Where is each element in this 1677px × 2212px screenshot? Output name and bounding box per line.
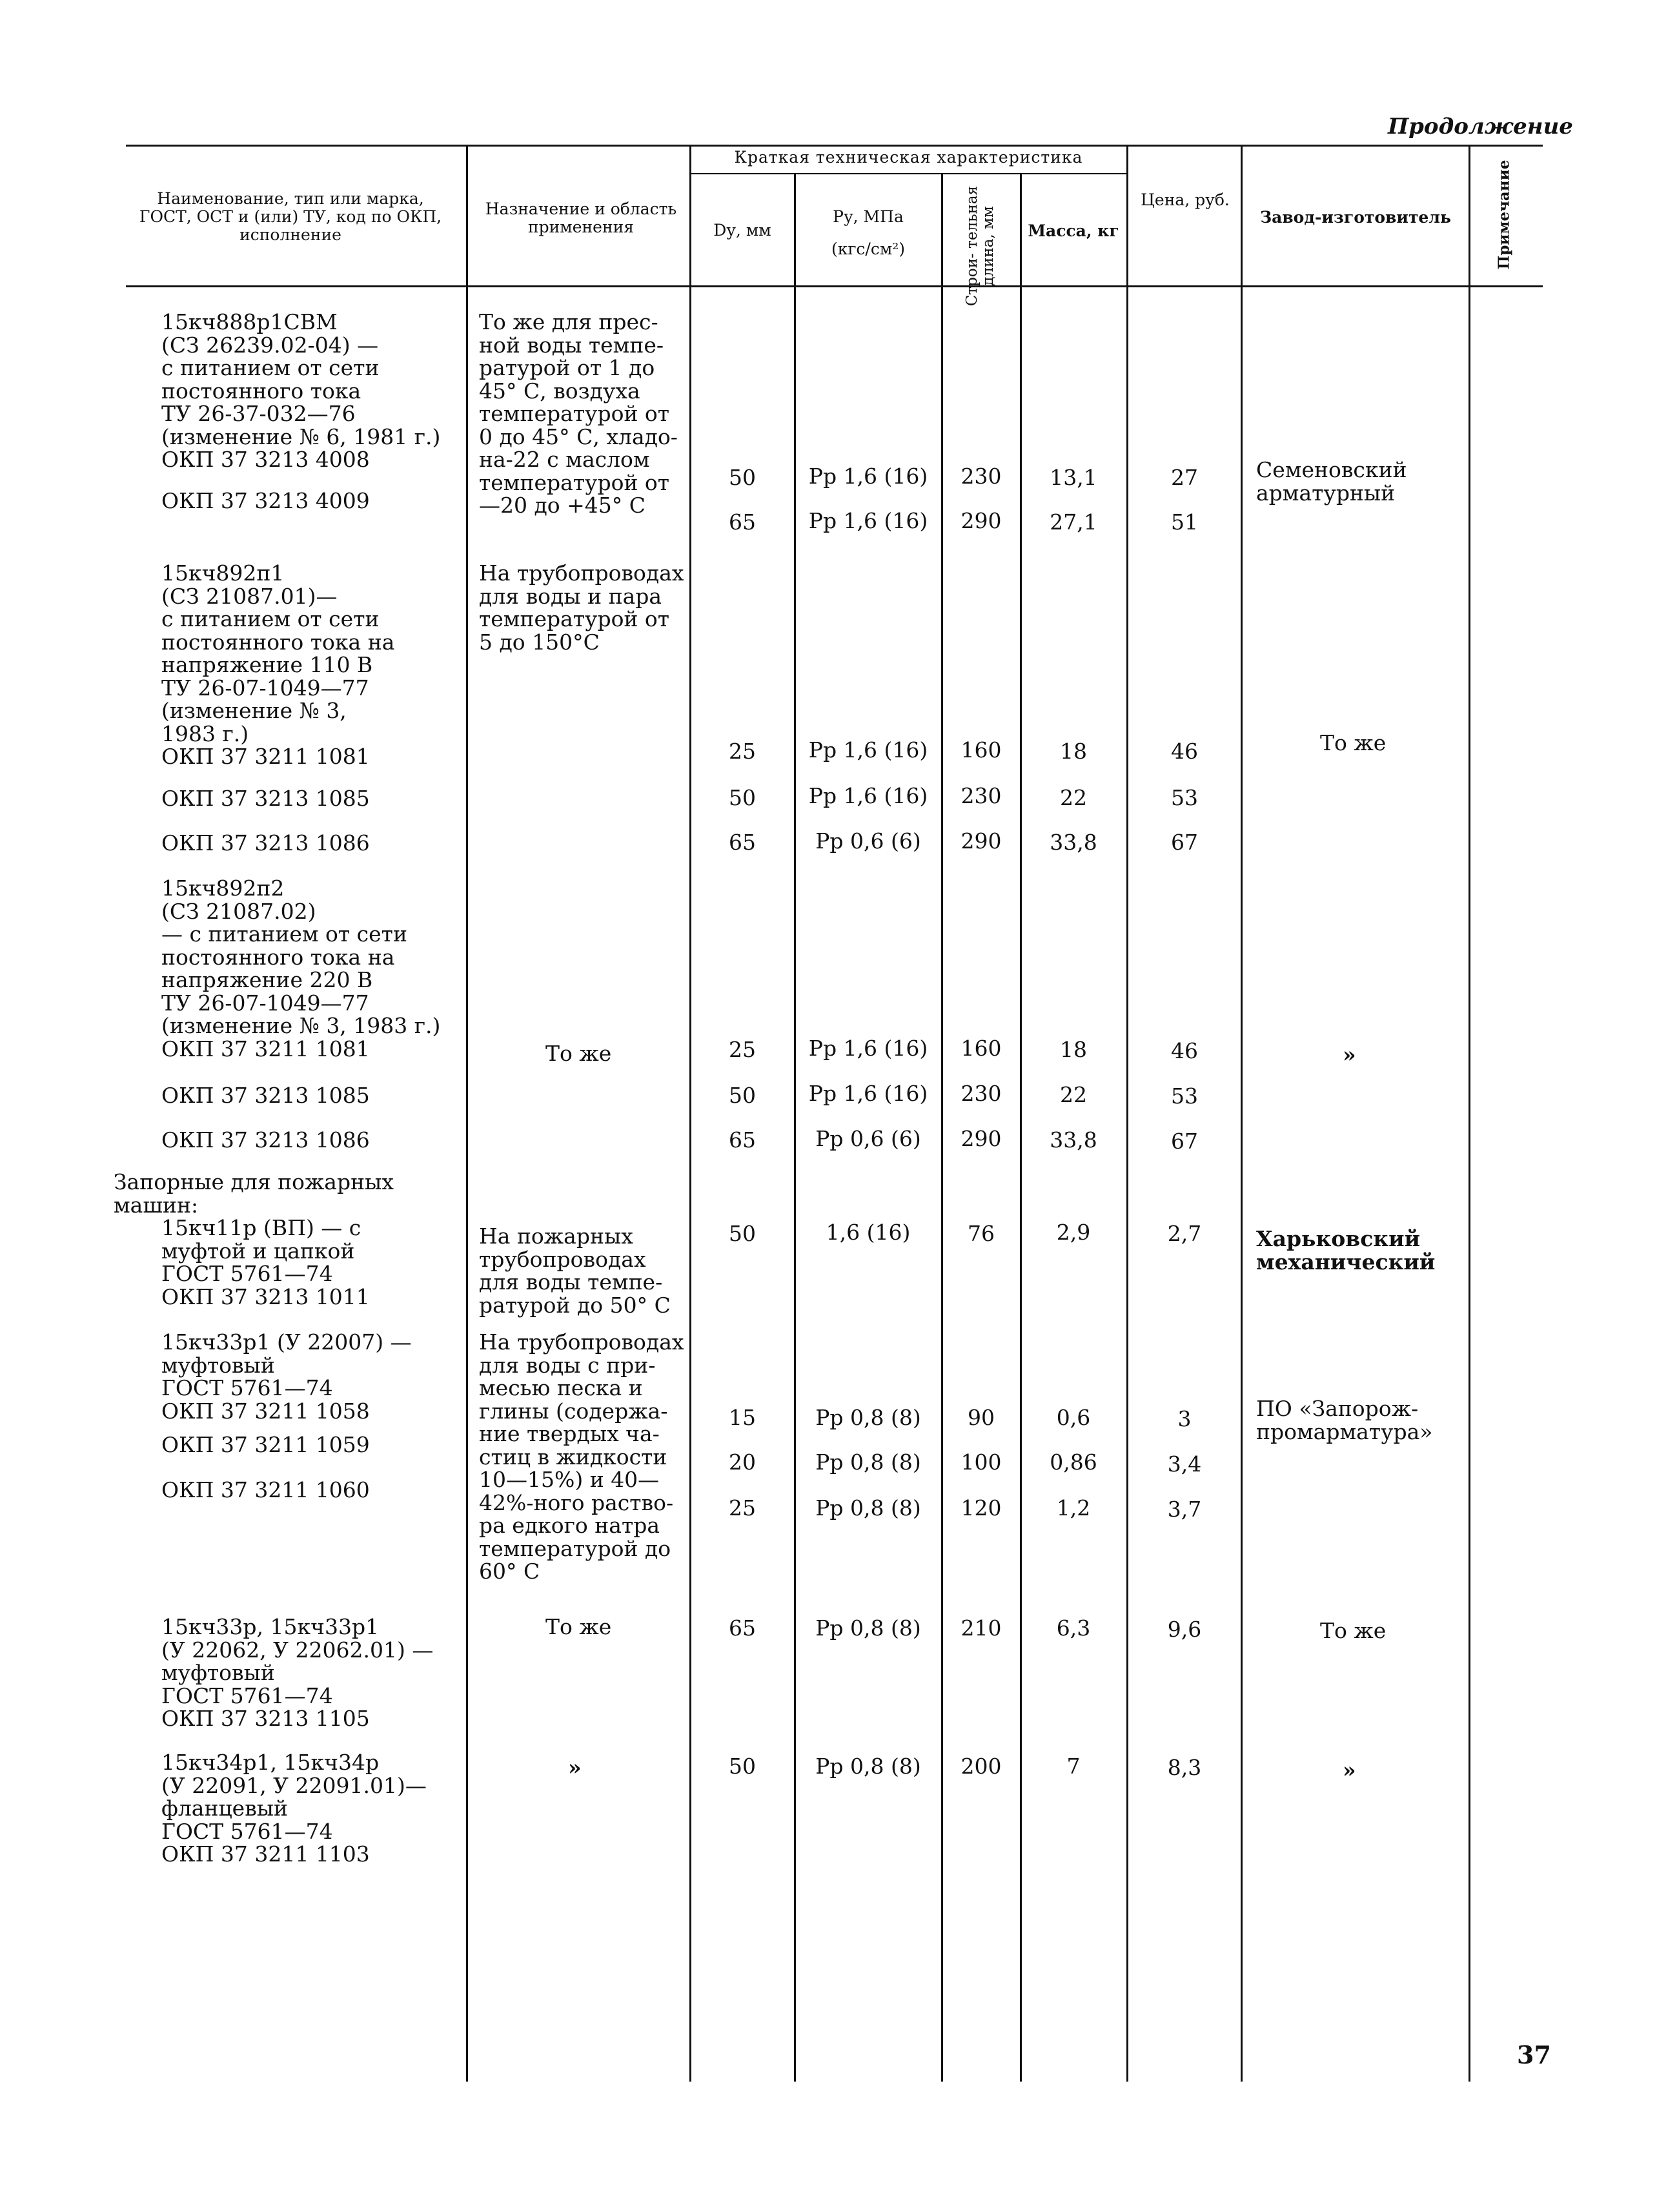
- v6-mass: 18: [1060, 1037, 1087, 1062]
- r1-name: 15кч888р1СВМ (СЗ 26239.02-04) — с питанием от сети постоянного тока ТУ 26-37-032—76 (изменение № 6, 1981 г.) ОКП 37 3213 4008: [161, 309, 441, 472]
- v7-mass: 22: [1060, 1082, 1087, 1107]
- r5-name3: ОКП 37 3211 1060: [161, 1477, 370, 1502]
- v11-py: Pр 0,8 (8): [815, 1449, 921, 1475]
- v8-dy: 65: [729, 1127, 756, 1152]
- v12-dy: 25: [729, 1495, 756, 1521]
- v3-length: 160: [960, 737, 1002, 763]
- page-number: 37: [1517, 2040, 1551, 2069]
- r7-factory: »: [1343, 1757, 1356, 1783]
- v14-price: 8,3: [1167, 1755, 1202, 1780]
- v11-mass: 0,86: [1050, 1449, 1097, 1475]
- col-line-2: [689, 145, 691, 2082]
- header-note: Примечание: [1495, 159, 1513, 270]
- v3-dy: 25: [729, 739, 756, 764]
- v1-mass: 13,1: [1050, 465, 1097, 490]
- col-line-5: [1020, 174, 1022, 2082]
- group-rule: [689, 173, 1126, 174]
- v8-length: 290: [960, 1126, 1002, 1151]
- continuation-label: Продолжение: [1388, 114, 1573, 139]
- v7-py: Pр 1,6 (16): [808, 1081, 928, 1106]
- r5-purpose: На трубопроводах для воды с при- месью песка и глины (содержа- ние твердых ча- стиц в жидкости 10—15%) и 40— 42%-ного раство- ра едкого натра температурой до 60° С: [479, 1329, 684, 1584]
- v5-price: 67: [1171, 830, 1198, 855]
- v12-mass: 1,2: [1056, 1495, 1091, 1521]
- col-line-7: [1241, 145, 1243, 2082]
- r2-name2: ОКП 37 3213 1085: [161, 786, 370, 811]
- r2-name3: ОКП 37 3213 1086: [161, 830, 370, 855]
- r2-name: 15кч892п1 (СЗ 21087.01)— с питанием от сети постоянного тока на напряжение 110 В ТУ 26-07-1049—77 (изменение № 3, 1983 г.) ОКП 37 3211 1081: [161, 560, 395, 769]
- v14-py: Pр 0,8 (8): [815, 1754, 921, 1779]
- v11-dy: 20: [729, 1449, 756, 1475]
- header-price: Цена, руб.: [1141, 190, 1230, 209]
- col-line-6: [1126, 145, 1128, 2082]
- v6-length: 160: [960, 1036, 1002, 1061]
- v2-price: 51: [1171, 509, 1198, 535]
- v3-price: 46: [1171, 739, 1198, 764]
- r5-factory: ПО «Запорож- промарматура»: [1256, 1396, 1433, 1444]
- v8-py: Pр 0,6 (6): [815, 1126, 921, 1151]
- r1-factory: Семеновский арматурный: [1256, 457, 1407, 506]
- col-line-8: [1469, 145, 1470, 2082]
- v4-length: 230: [960, 783, 1002, 808]
- v11-length: 100: [960, 1449, 1002, 1475]
- v13-dy: 65: [729, 1615, 756, 1641]
- r3-name3: ОКП 37 3213 1086: [161, 1127, 370, 1152]
- v6-py: Pр 1,6 (16): [808, 1036, 928, 1061]
- v1-price: 27: [1171, 465, 1198, 490]
- v13-py: Pр 0,8 (8): [815, 1615, 921, 1641]
- r4-group: Запорные для пожарных машин:: [114, 1169, 394, 1218]
- v14-length: 200: [960, 1754, 1002, 1779]
- v1-py: Pр 1,6 (16): [808, 464, 928, 489]
- r2-factory: То же: [1320, 730, 1387, 755]
- v12-py: Pр 0,8 (8): [815, 1495, 921, 1521]
- v4-py: Pр 1,6 (16): [808, 783, 928, 808]
- r6-purpose: То же: [545, 1614, 612, 1639]
- v8-price: 67: [1171, 1129, 1198, 1154]
- v13-length: 210: [960, 1615, 1002, 1641]
- v9-price: 2,7: [1167, 1221, 1202, 1246]
- r3-purpose: То же: [545, 1041, 612, 1066]
- v4-dy: 50: [729, 785, 756, 810]
- v10-mass: 0,6: [1056, 1405, 1091, 1430]
- v9-dy: 50: [729, 1221, 756, 1246]
- v10-py: Pр 0,8 (8): [815, 1405, 921, 1430]
- r6-factory: То же: [1320, 1618, 1387, 1643]
- header-mass: Масса, кг: [1028, 221, 1119, 240]
- v5-dy: 65: [729, 830, 756, 855]
- header-py-units: (кгс/см²): [831, 240, 906, 258]
- v10-price: 3: [1177, 1406, 1192, 1431]
- v9-py: 1,6 (16): [826, 1220, 911, 1245]
- v2-mass: 27,1: [1050, 509, 1097, 535]
- v12-price: 3,7: [1167, 1497, 1202, 1522]
- r6-name: 15кч33р, 15кч33р1 (У 22062, У 22062.01) — муфтовый ГОСТ 5761—74 ОКП 37 3213 1105: [161, 1614, 434, 1731]
- v5-py: Pр 0,6 (6): [815, 828, 921, 854]
- r3-name: 15кч892п2 (СЗ 21087.02) — с питанием от сети постоянного тока на напряжение 220 В ТУ 26-07-1049—77 (изменение № 3, 1983 г.) ОКП 37 3211 1081: [161, 876, 441, 1061]
- r5-name: 15кч33р1 (У 22007) — муфтовый ГОСТ 5761—74 ОКП 37 3211 1058: [161, 1329, 412, 1424]
- header-dy: Dу, мм: [713, 221, 771, 240]
- r1-name2: ОКП 37 3213 4009: [161, 488, 370, 513]
- r4-factory: Харьковский механический: [1256, 1226, 1436, 1275]
- v14-mass: 7: [1066, 1754, 1081, 1779]
- r1-purpose: То же для прес- ной воды темпе- ратурой от 1 до 45° С, воздуха температурой от 0 до 45° С, хладо- на-22 с маслом температурой от —20 до +45° С: [479, 309, 678, 518]
- v5-length: 290: [960, 828, 1002, 854]
- v6-price: 46: [1171, 1038, 1198, 1063]
- v7-length: 230: [960, 1081, 1002, 1106]
- v9-mass: 2,9: [1056, 1220, 1091, 1245]
- v3-py: Pр 1,6 (16): [808, 737, 928, 763]
- r3-name2: ОКП 37 3213 1085: [161, 1083, 370, 1108]
- v13-mass: 6,3: [1056, 1615, 1091, 1641]
- col-line-1: [466, 145, 468, 2082]
- r2-purpose: На трубопроводах для воды и пара температурой от 5 до 150°С: [479, 560, 684, 655]
- v9-length: 76: [968, 1221, 995, 1246]
- v7-price: 53: [1171, 1083, 1198, 1109]
- header-bottom-rule: [126, 285, 1543, 287]
- v2-dy: 65: [729, 509, 756, 535]
- v6-dy: 25: [729, 1037, 756, 1062]
- col-line-3: [794, 174, 796, 2082]
- r4-purpose: На пожарных трубопроводах для воды темпе- ратурой до 50° С: [479, 1224, 671, 1318]
- v4-mass: 22: [1060, 785, 1087, 810]
- v5-mass: 33,8: [1050, 830, 1097, 855]
- r7-purpose: »: [568, 1755, 582, 1780]
- col-line-4: [941, 174, 943, 2082]
- r3-factory: »: [1343, 1042, 1356, 1067]
- v7-dy: 50: [729, 1083, 756, 1108]
- v2-length: 290: [960, 508, 1002, 533]
- header-name: Наименование, тип или марка, ГОСТ, ОСТ и (или) ТУ, код по ОКП, исполнение: [139, 189, 442, 244]
- header-purpose: Назначение и область применения: [485, 200, 677, 236]
- v8-mass: 33,8: [1050, 1127, 1097, 1152]
- header-py: Pу, МПа: [833, 207, 904, 226]
- r7-name: 15кч34р1, 15кч34р (У 22091, У 22091.01)— фланцевый ГОСТ 5761—74 ОКП 37 3211 1103: [161, 1750, 427, 1867]
- v11-price: 3,4: [1167, 1451, 1202, 1477]
- header-length: Строи- тельная длина, мм: [964, 185, 997, 307]
- header-factory: Завод-изготовитель: [1260, 208, 1451, 227]
- v1-dy: 50: [729, 465, 756, 490]
- v4-price: 53: [1171, 785, 1198, 810]
- v10-length: 90: [968, 1405, 995, 1430]
- v14-dy: 50: [729, 1754, 756, 1779]
- table-top-rule: [126, 145, 1543, 147]
- header-characteristics: Краткая техническая характеристика: [734, 148, 1083, 167]
- r4-name: 15кч11р (ВП) — с муфтой и цапкой ГОСТ 5761—74 ОКП 37 3213 1011: [161, 1215, 370, 1309]
- v13-price: 9,6: [1167, 1617, 1202, 1642]
- v12-length: 120: [960, 1495, 1002, 1521]
- v2-py: Pр 1,6 (16): [808, 508, 928, 533]
- r5-name2: ОКП 37 3211 1059: [161, 1432, 370, 1457]
- v1-length: 230: [960, 464, 1002, 489]
- v3-mass: 18: [1060, 739, 1087, 764]
- v10-dy: 15: [729, 1405, 756, 1430]
